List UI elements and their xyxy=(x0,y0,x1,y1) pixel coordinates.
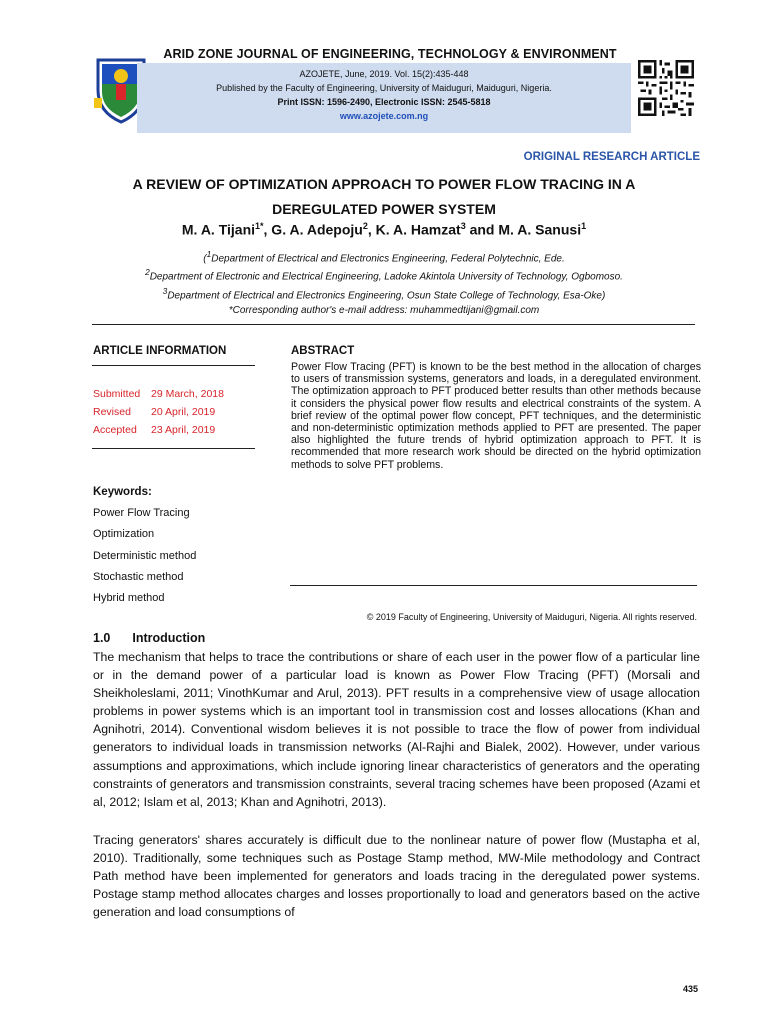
journal-publisher: Published by the Faculty of Engineering, University of Maiduguri, Maiduguri, Nigeria. xyxy=(216,83,552,93)
corresponding-author: *Corresponding author's e-mail address: muhammedtijani@gmail.com xyxy=(228,305,540,316)
affiliation-marker: 3 xyxy=(162,286,168,296)
journal-title: ARID ZONE JOURNAL OF ENGINEERING, TECHNOLOGY & ENVIRONMENT xyxy=(163,47,617,61)
article-info-divider xyxy=(92,365,255,366)
author-affiliation-marker: 1* xyxy=(255,221,264,231)
submitted-value: 29 March, 2018 xyxy=(151,388,224,400)
affiliation-text: Department of Electrical and Electronics Engineering, Federal Polytechnic, Ede. xyxy=(211,253,565,265)
intro-paragraph-1: The mechanism that helps to trace the contributions or share of each user in the power flow of a particular line or in the demand power of a particular load is known as Power Flow Tracing (PFT) (Morsali and Sheikholeslami, 2011; VinothKumar and Arul, 2013). PFT results in a comprehensive view of usage allocation problems in power systems which is an important tool in transmission cost and losses allocations (Khan and Agnihotri, 2014). Conventional wisdom believes it is not possible to trace the flow of power from individual generators to individual loads in transmission networks (Al-Rajhi and Bialek, 2002). However, under various assumptions and approximations, which include ignoring linear characteristics of generators and the operating constraints of generators and transmission constraints, several tracing schemes have been proposed (Azami et al, 2012; Islam et al, 2013; Khan and Agnihotri, 2013). xyxy=(93,650,700,809)
keyword-item: Power Flow Tracing xyxy=(93,507,190,519)
article-type-label: ORIGINAL RESEARCH ARTICLE xyxy=(523,151,700,163)
article-info-bottom-divider xyxy=(92,448,255,449)
abstract-divider xyxy=(290,585,697,586)
accepted-date xyxy=(93,424,263,436)
affiliation-text: Department of Electronic and Electrical Engineering, Ladoke Akintola University of Technology, Ogbomoso. xyxy=(149,271,623,283)
copyright-notice: © 2019 Faculty of Engineering, University of Maiduguri, Nigeria. All rights reserved. xyxy=(366,612,697,622)
submitted-date xyxy=(93,388,263,400)
affiliation-2 xyxy=(60,267,708,282)
accepted-label: Accepted xyxy=(93,424,137,436)
page-number: 435 xyxy=(682,984,698,994)
author-name: , G. A. Adepoju xyxy=(263,221,363,238)
abstract-text: Power Flow Tracing (PFT) is known to be the best method in the allocation of charges to users of transmission systems, generators and loads, in a deregulated environment. The optimization approach to PFT produced better results than other methods because it considers the physical power flow results and electrical constraints of the system. A brief review of the optimal power flow concept, PFT techniques, and the deterministic and non-deterministic optimization methods applied to PFT are presented. The paper also highlighted the future trends of hybrid optimization approach to PFT. It is recommended that more research work should be directed on the hybrid optimization methods to solve PFT problems. xyxy=(291,361,701,471)
author-name: and M. A. Sanusi xyxy=(465,221,582,238)
qr-code-icon xyxy=(638,60,694,116)
author-affiliation-marker: 1 xyxy=(581,221,587,231)
article-info-heading: ARTICLE INFORMATION xyxy=(93,345,227,357)
header-divider xyxy=(92,324,695,325)
keyword-item: Deterministic method xyxy=(93,550,197,562)
section-title: Introduction xyxy=(132,631,206,645)
author-list xyxy=(80,221,688,238)
paper-title-line-1: A REVIEW OF OPTIMIZATION APPROACH TO POWER FLOW TRACING IN A xyxy=(132,176,636,192)
keyword-item: Stochastic method xyxy=(93,571,184,583)
keyword-item: Hybrid method xyxy=(93,592,165,604)
keyword-item: Optimization xyxy=(93,528,155,540)
journal-info-band xyxy=(137,63,631,133)
affiliation-marker: 1 xyxy=(206,249,212,259)
section-number: 1.0 xyxy=(93,631,111,645)
paper-title xyxy=(110,172,658,222)
author-name: , K. A. Hamzat xyxy=(367,221,461,238)
journal-issn: Print ISSN: 1596-2490, Electronic ISSN: 2545-5818 xyxy=(277,97,491,107)
intro-paragraph-2: Tracing generators' shares accurately is difficult due to the nonlinear nature of power flow (Mustapha et al, 2010). Traditionally, some techniques such as Postage Stamp method, MW-Mile methodology and Contract Path method have been implemented for generators and loads tracing in the deregulated power systems. Postage stamp method allocates charges and losses proportionally to load and generators based on the active generation and load consumptions of xyxy=(93,833,700,920)
section-heading-introduction xyxy=(93,631,205,645)
affiliation-1 xyxy=(60,249,708,264)
submitted-label: Submitted xyxy=(93,388,141,400)
affiliation-marker: 2 xyxy=(145,267,150,277)
revised-value: 20 April, 2019 xyxy=(151,406,216,418)
revised-label: Revised xyxy=(93,406,131,418)
author-name: M. A. Tijani xyxy=(181,221,256,238)
journal-citation: AZOJETE, June, 2019. Vol. 15(2):435-448 xyxy=(299,69,469,79)
journal-website-link[interactable]: www.azojete.com.ng xyxy=(339,111,429,121)
affiliation-paren: ( xyxy=(203,253,207,265)
paper-title-line-2: DEREGULATED POWER SYSTEM xyxy=(272,201,496,217)
keywords-heading: Keywords: xyxy=(93,486,152,498)
affiliation-3 xyxy=(60,286,708,301)
accepted-value: 23 April, 2019 xyxy=(151,424,216,436)
affiliation-text: Department of Electrical and Electronics Engineering, Osun State College of Technology, Esa-Oke) xyxy=(167,290,606,302)
author-affiliation-marker: 2 xyxy=(362,221,368,231)
author-affiliation-marker: 3 xyxy=(460,221,466,231)
abstract-heading: ABSTRACT xyxy=(291,345,355,357)
revised-date xyxy=(93,406,263,418)
